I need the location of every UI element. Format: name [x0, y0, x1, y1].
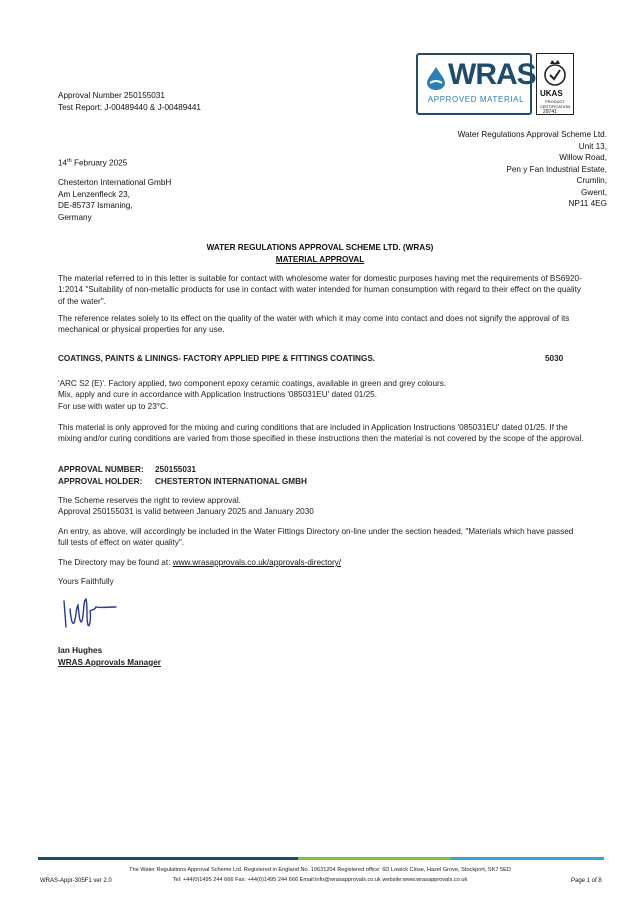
product-description: [58, 378, 586, 412]
paragraph-conditions: This material is only approved for the mixing and curing conditions that are included in Application Instructions '085031EU' dated 01/25. If the mixing and/or curing conditions are varied from those specified in these instructions then the material is not covered by the scope of the approval.: [58, 423, 584, 444]
directory-link[interactable]: www.wrasapprovals.co.uk/approvals-directory/: [172, 558, 342, 567]
recipient-address: [58, 177, 171, 223]
approval-holder-value: CHESTERTON INTERNATIONAL GMBH: [155, 477, 307, 486]
closing-text: Yours Faithfully: [58, 577, 114, 586]
document-title: [0, 242, 640, 265]
recipient-line: Am Lenzenfleck 23,: [58, 189, 130, 199]
address-line: Pen y Fan Industrial Estate,: [506, 164, 607, 174]
approval-number-label: APPROVAL NUMBER:: [58, 465, 144, 474]
address-line: Gwent,: [581, 187, 607, 197]
description-line: 'ARC S2 (E)'. Factory applied, two component epoxy ceramic coatings, available in green and grey colours.: [58, 379, 447, 388]
review-line: The Scheme reserves the right to review approval.: [58, 496, 241, 505]
address-line: Water Regulations Approval Scheme Ltd.: [457, 130, 607, 139]
footer-bar-segment-navy: [38, 857, 298, 860]
letter-date: [58, 156, 127, 169]
footer-bar-segment-green: [298, 857, 451, 860]
ukas-crown-check-icon: [543, 58, 567, 91]
recipient-line: Germany: [58, 212, 92, 222]
directory-line: [58, 557, 341, 568]
category-code: 5030: [545, 354, 564, 363]
directory-prefix: The Directory may be found at:: [58, 558, 173, 567]
form-reference: WRAS-Appr-305F1 ver 2.0: [40, 878, 112, 884]
approval-number-value: 250155031: [155, 465, 196, 474]
title-line-1: WATER REGULATIONS APPROVAL SCHEME LTD. (WRAS): [206, 243, 434, 252]
date-day: 14: [58, 158, 68, 168]
validity-line: Approval 250155031 is valid between January 2025 and January 2030: [58, 507, 314, 517]
recipient-line: Chesterton International GmbH: [58, 178, 172, 187]
footer-line-1: The Water Regulations Approval Scheme Ltd. Registered in England No. 10631204 Registered office: 6D Lowick Close, Hazel Grove, Stockport, SK7 5ED: [129, 867, 511, 873]
wras-address: [458, 129, 607, 210]
review-block: [58, 495, 586, 518]
paragraph-suitability: The material referred to in this letter is suitable for contact with wholesome water for domestic purposes having met the requirements of BS6920-1:2014 "Suitability of non-metallic products for use in contact with water intended for human consumption with regard to their effect on the quality of the water".: [58, 274, 582, 306]
title-line-2: MATERIAL APPROVAL: [275, 254, 365, 264]
approved-material-text: APPROVED MATERIAL: [424, 95, 528, 107]
footer-color-bar: [38, 857, 604, 860]
ukas-text: UKAS: [540, 89, 563, 98]
water-drop-icon: [426, 66, 446, 95]
address-line: Willow Road,: [559, 153, 607, 162]
signatory-role: WRAS Approvals Manager: [58, 658, 161, 667]
date-rest: February 2025: [71, 158, 128, 168]
ukas-number: 29741: [543, 109, 557, 115]
address-line: Crumlin,: [576, 176, 607, 185]
approval-number-header: Approval Number 250155031: [58, 91, 165, 100]
paragraph-reference: The reference relates solely to its effect on the quality of the water with which it may come into contact and does not signify the approval of its mechanical or physical properties for any use.: [58, 314, 570, 335]
paragraph-directory-entry: An entry, as above, will accordingly be included in the Water Fittings Directory on-line under the section headed, "Materials which have passed full tests of effect on water quality".: [58, 527, 574, 548]
category-heading: COATINGS, PAINTS & LININGS- FACTORY APPLIED PIPE & FITTINGS COATINGS.: [58, 354, 376, 363]
approval-holder-label: APPROVAL HOLDER:: [58, 477, 143, 486]
ukas-subtext: PRODUCT CERTIFICATION: [539, 99, 571, 109]
date-suffix: th: [67, 158, 72, 164]
handwritten-signature: [60, 595, 120, 640]
recipient-line: DE-85737 Ismaning,: [58, 201, 133, 211]
description-line: Mix, apply and cure in accordance with Application Instructions '085031EU' dated 01/25.: [58, 390, 377, 400]
address-line: Unit 13,: [578, 141, 607, 151]
address-line: NP11 4EG: [568, 199, 607, 208]
footer-bar-segment-blue: [451, 857, 604, 860]
signatory-name: Ian Hughes: [58, 646, 103, 655]
test-report-header: Test Report: J-00489440 & J-00489441: [58, 103, 201, 112]
description-line: For use with water up to 23°C.: [58, 401, 169, 411]
page-number: Page 1 of 8: [571, 878, 602, 884]
footer-line-2: Tel: +44(0)1495 244 666 Fax: +44(0)1495 244 666 Email:info@wrasapprovals.co.uk website:www.wrasapprovals.co.uk: [172, 877, 468, 883]
wras-logo-text: WRAS: [448, 58, 536, 91]
